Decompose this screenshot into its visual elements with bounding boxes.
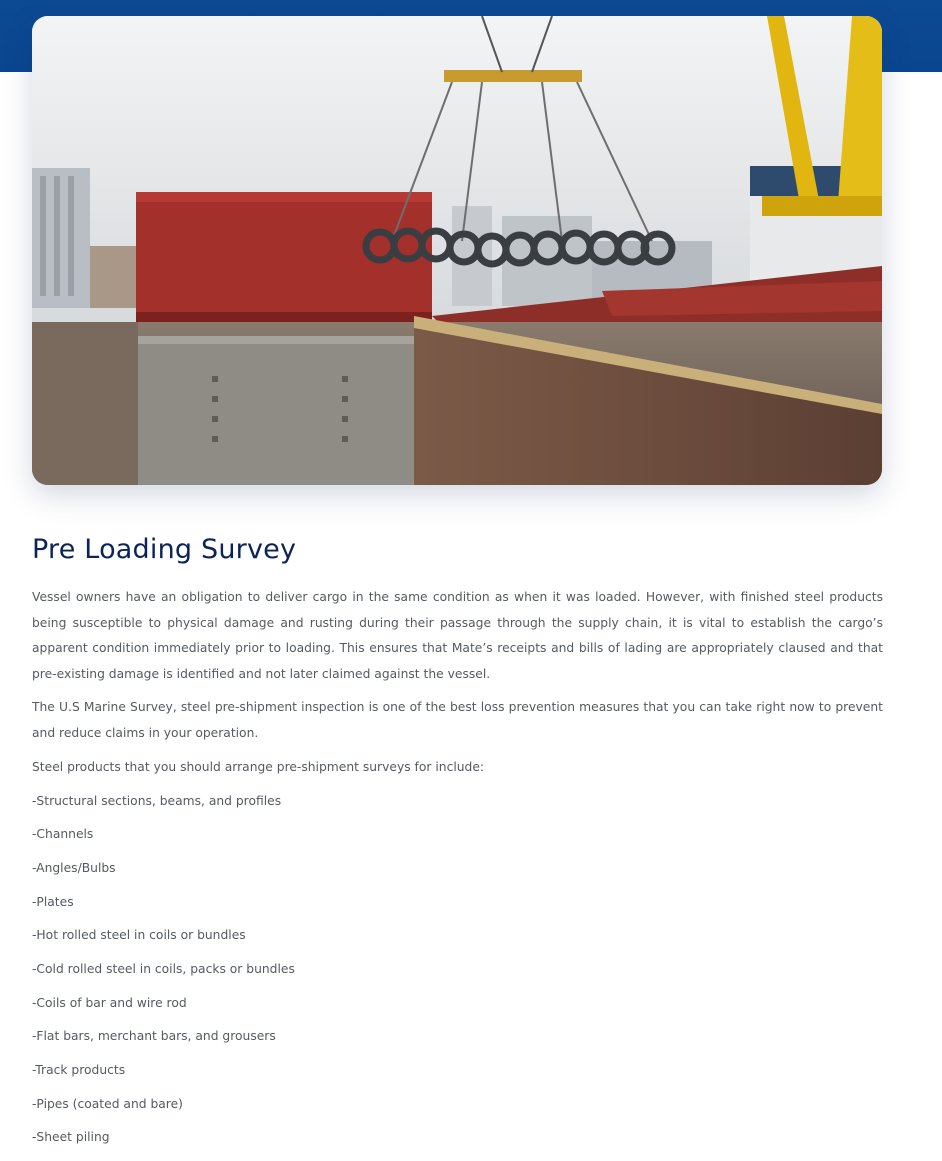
page-title: Pre Loading Survey bbox=[32, 534, 297, 565]
steel-products-list bbox=[32, 789, 883, 1160]
list-item: -Sheet piling bbox=[32, 1130, 110, 1145]
intro-paragraph: Vessel owners have an obligation to deliver cargo in the same condition as when it was loaded. However, with finished steel products being susceptible to physical damage and rusting during their passage through the supply chain, it is vital to establish the cargo’s apparent condition immediately prior to loading. This ensures that Mate’s receipts and bills of lading are appropriately claused and that pre-existing damage is identified and not later claimed against the vessel. bbox=[32, 590, 883, 681]
hero-image bbox=[32, 16, 882, 485]
list-item: -Track products bbox=[32, 1063, 126, 1077]
list-item: -Structural sections, beams, and profiles bbox=[32, 793, 282, 808]
survey-paragraph: The U.S Marine Survey, steel pre-shipment inspection is one of the best loss prevention measures that you can take right now to prevent and reduce claims in your operation. bbox=[32, 700, 883, 740]
list-item: -Angles/Bulbs bbox=[32, 860, 116, 875]
hero-illustration bbox=[32, 16, 882, 485]
list-item: -Hot rolled steel in coils or bundles bbox=[32, 928, 246, 943]
list-item: -Flat bars, merchant bars, and grousers bbox=[32, 1029, 276, 1044]
products-intro: Steel products that you should arrange pre-shipment surveys for include: bbox=[32, 760, 485, 774]
list-item: -Cold rolled steel in coils, packs or bundles bbox=[32, 961, 295, 976]
list-item: -Coils of bar and wire rod bbox=[32, 995, 187, 1010]
list-item: -Pipes (coated and bare) bbox=[32, 1096, 183, 1111]
section-content bbox=[32, 530, 883, 1159]
list-item: -Plates bbox=[32, 894, 74, 909]
list-item: -Channels bbox=[32, 827, 94, 842]
